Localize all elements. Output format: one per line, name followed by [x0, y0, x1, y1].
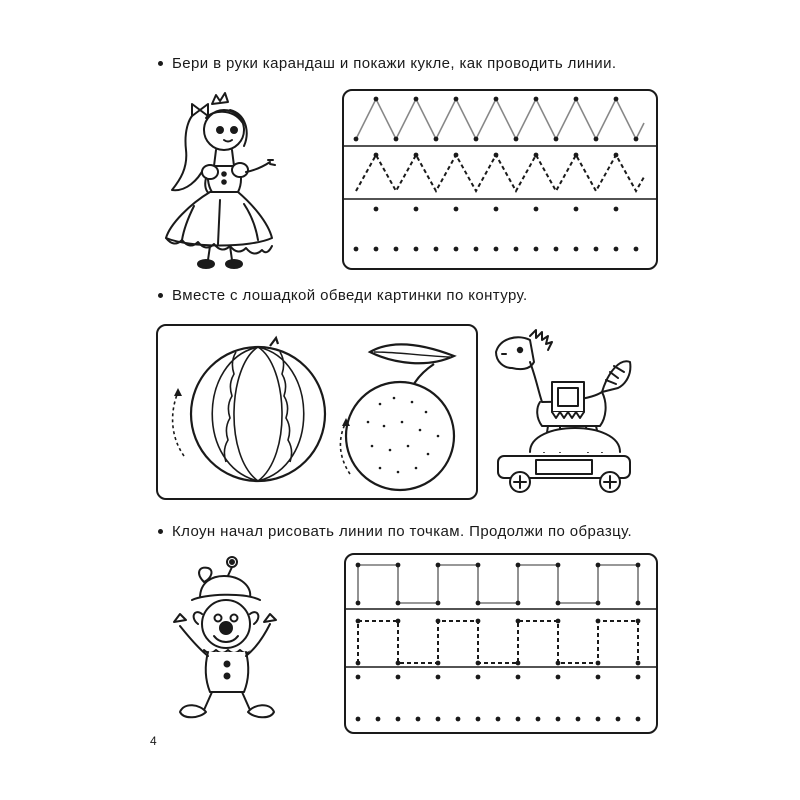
meander-sample-line — [358, 565, 638, 603]
rocking-horse-illustration — [490, 322, 640, 502]
meander-dot-row — [356, 675, 641, 722]
page-number: 4 — [150, 734, 157, 748]
bullet — [158, 529, 163, 534]
fruit-outline-panel[interactable] — [156, 324, 478, 500]
task-2-instruction — [158, 287, 528, 304]
bullet — [158, 61, 163, 66]
task-2-text: Вместе с лошадкой обведи картинки по контуру. — [172, 287, 528, 304]
tracing-arrow-watermelon — [173, 392, 184, 456]
task-1-instruction — [158, 55, 616, 72]
zigzag-dashed-line — [356, 155, 644, 191]
zigzag-tracing-panel[interactable] — [342, 89, 658, 270]
task-1-text: Бери в руки карандаш и покажи кукле, как проводить линии. — [172, 55, 617, 72]
task-3-instruction — [158, 523, 632, 540]
bullet — [158, 293, 163, 298]
meander-dashed-line — [358, 621, 638, 663]
watermelon-outline[interactable] — [191, 338, 325, 481]
meander-tracing-grid[interactable] — [346, 555, 656, 732]
task-3-text: Клоун начал рисовать линии по точкам. Продолжи по образцу. — [172, 523, 633, 540]
zigzag-dot-row — [354, 207, 639, 252]
clown-illustration — [164, 552, 284, 724]
orange-outline[interactable] — [346, 344, 454, 490]
zigzag-tracing-grid[interactable] — [344, 91, 656, 268]
doll-illustration — [160, 88, 280, 273]
zigzag-sample-line — [356, 99, 644, 139]
meander-tracing-panel[interactable] — [344, 553, 658, 734]
